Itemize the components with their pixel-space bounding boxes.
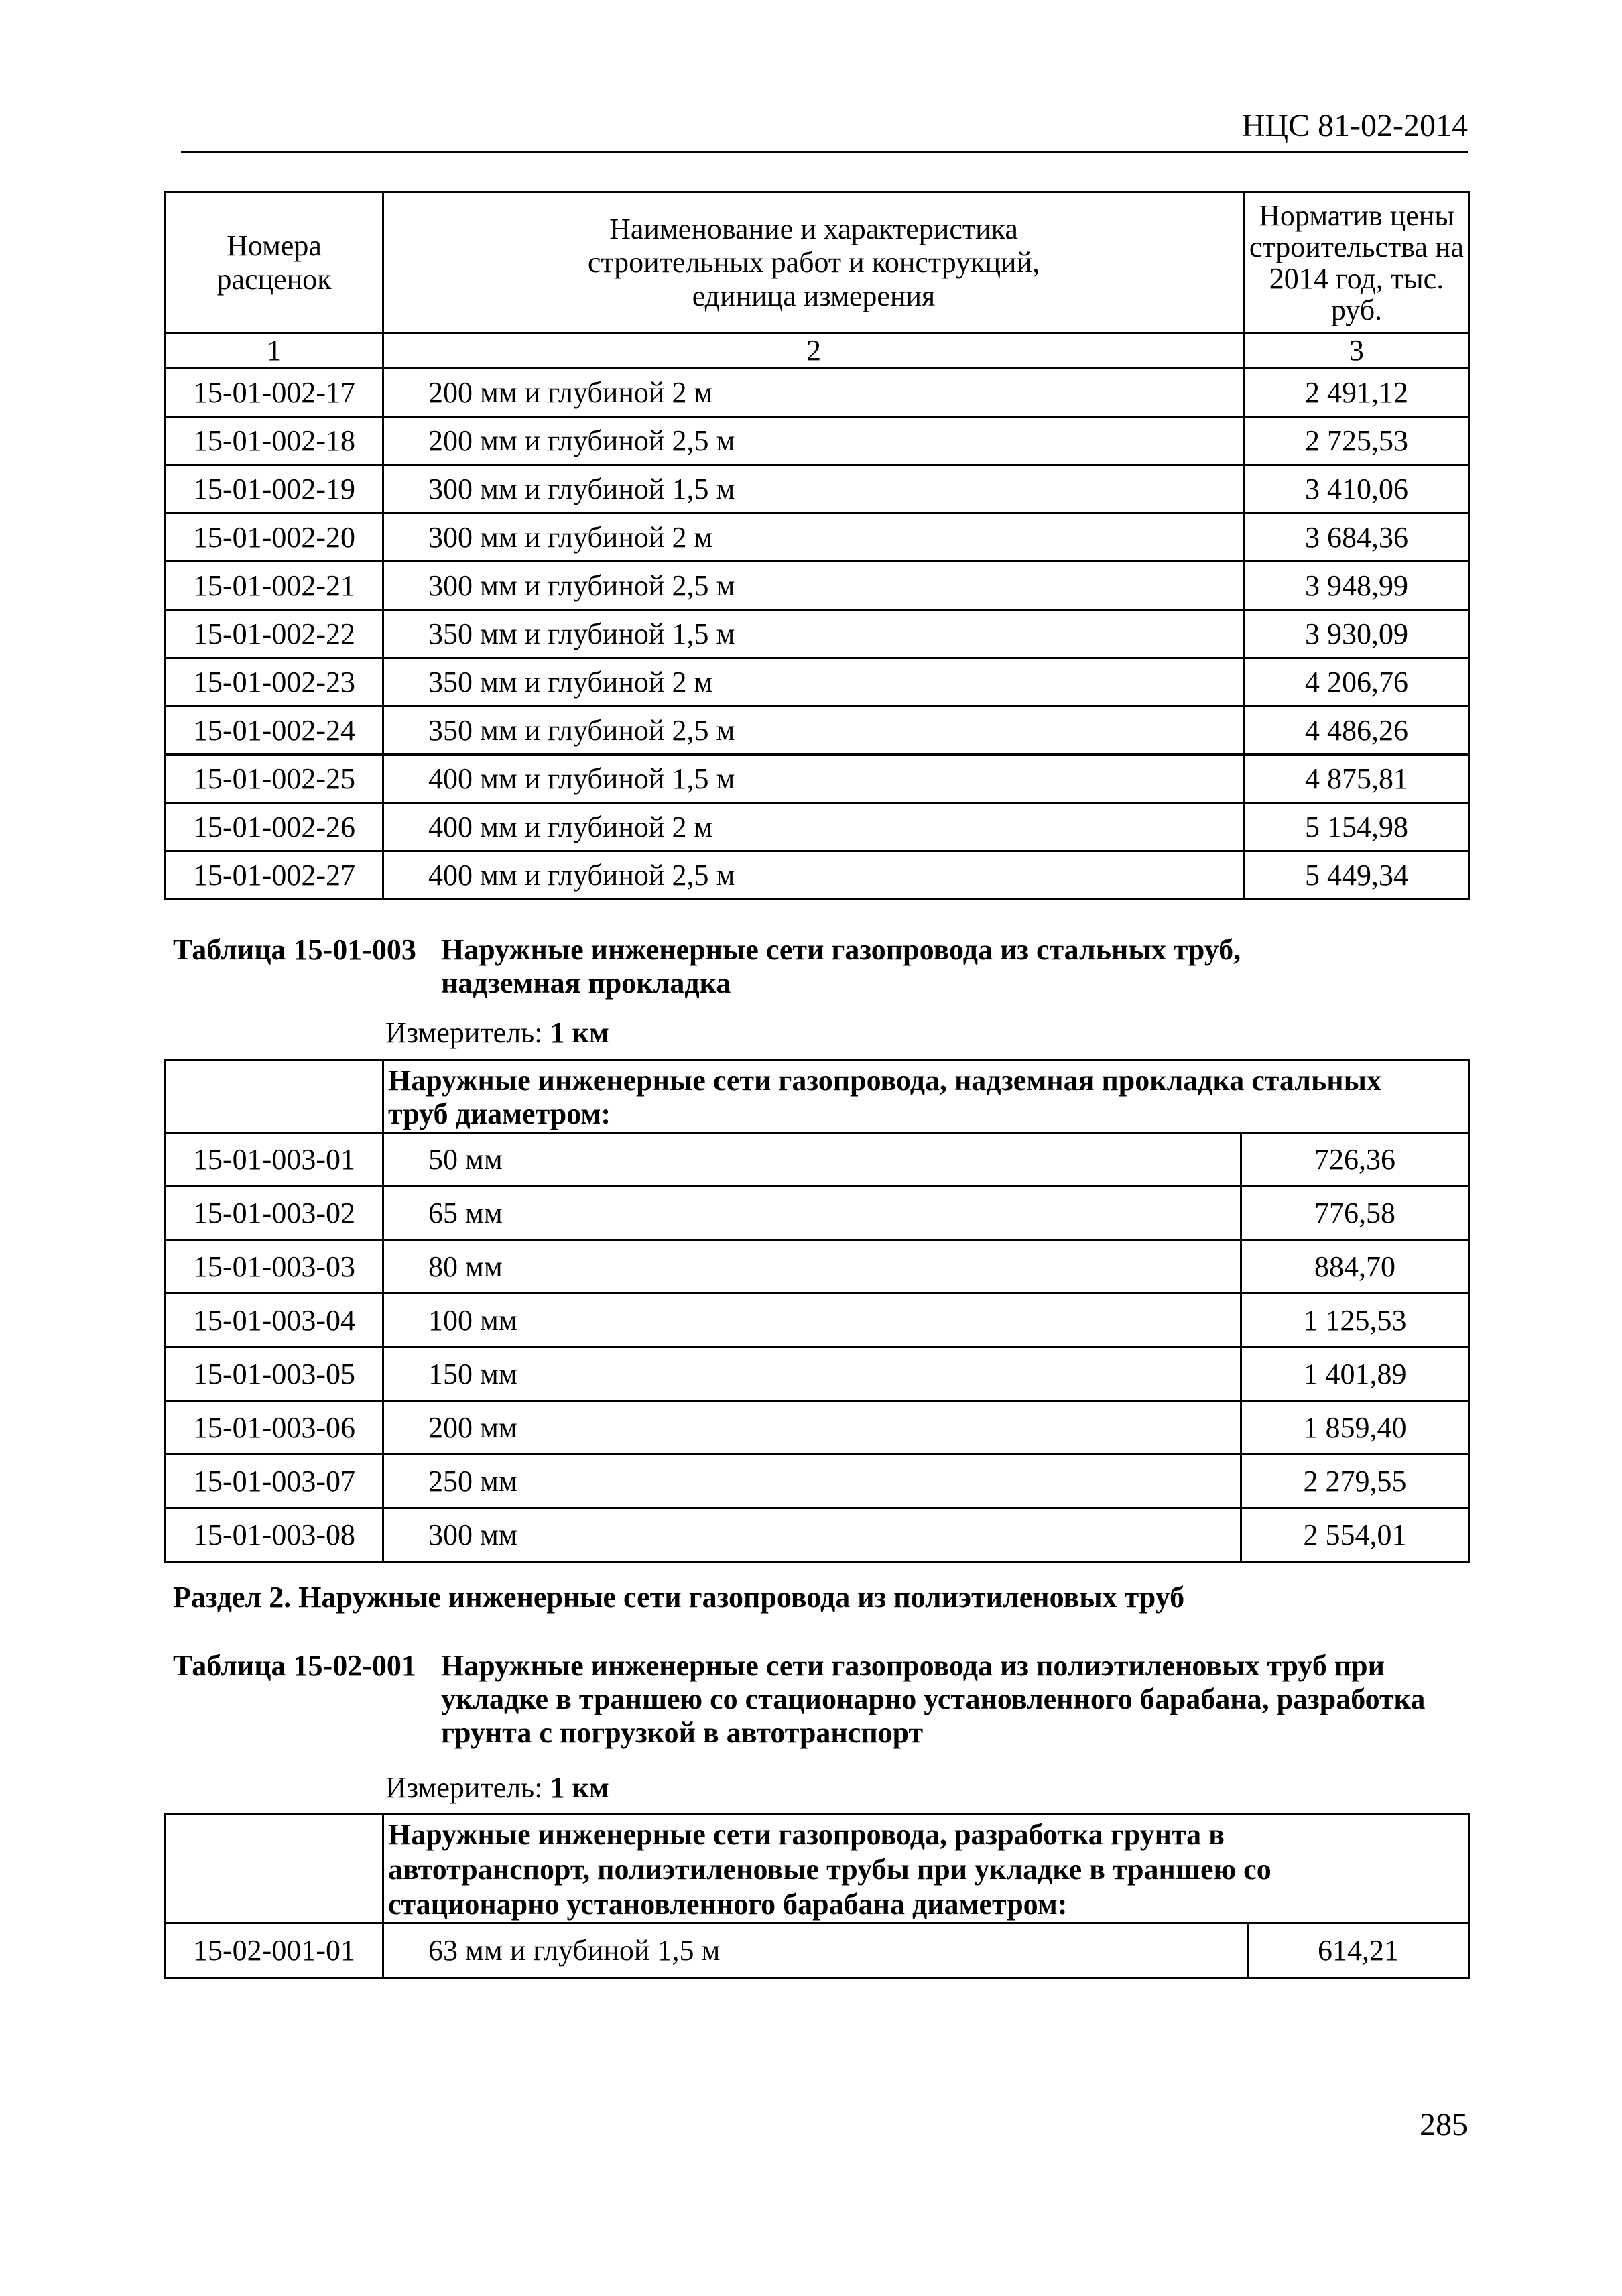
row-name: 50 мм [383,1133,1241,1187]
table-row [166,803,1469,851]
row-value: 5 154,98 [1245,803,1469,851]
row-value: 1 401,89 [1241,1347,1469,1401]
row-value: 2 491,12 [1245,369,1469,417]
unit-label: Измеритель: [385,1771,543,1804]
table-row [166,369,1469,417]
row-code: 15-01-002-20 [166,513,383,562]
row-value: 2 554,01 [1241,1508,1469,1562]
row-name: 80 мм [383,1240,1241,1294]
row-code: 15-01-003-08 [166,1508,383,1562]
table-row [166,562,1469,610]
row-code: 15-01-002-18 [166,417,383,465]
page-number: 285 [1420,2107,1468,2142]
unit-label: Измеритель: [385,1016,543,1049]
row-value: 5 449,34 [1245,851,1469,900]
row-code: 15-01-002-17 [166,369,383,417]
table-row [166,1294,1469,1347]
table-row [166,417,1469,465]
document-code: НЦС 81-02-2014 [1241,108,1468,143]
table-caption-15-02-001 [173,1649,1468,1756]
section-title: Раздел 2. Наружные инженерные сети газопровода из полиэтиленовых труб [173,1581,1185,1614]
table-label: Таблица 15-01-003 [173,933,416,966]
table-row [166,1240,1469,1294]
row-value: 3 410,06 [1245,465,1469,513]
row-name: 350 мм и глубиной 1,5 м [383,610,1245,658]
header-rule [181,151,1468,153]
price-table-15-01-002 [164,191,1470,900]
row-value: 2 725,53 [1245,417,1469,465]
row-name: 400 мм и глубиной 1,5 м [383,755,1245,803]
table-row [166,658,1469,707]
row-name: 100 мм [383,1294,1241,1347]
row-code: 15-01-002-22 [166,610,383,658]
empty-cell [166,1814,383,1923]
row-code: 15-01-003-05 [166,1347,383,1401]
row-code: 15-01-002-25 [166,755,383,803]
col-number: 2 [383,333,1245,369]
price-table-15-01-003 [164,1059,1470,1563]
table-row [166,610,1469,658]
row-value: 3 948,99 [1245,562,1469,610]
row-code: 15-01-003-06 [166,1401,383,1455]
row-value: 884,70 [1241,1240,1469,1294]
table-row [166,465,1469,513]
row-code: 15-01-002-26 [166,803,383,851]
row-value: 4 206,76 [1245,658,1469,707]
row-name: 65 мм [383,1187,1241,1240]
row-name: 400 мм и глубиной 2 м [383,803,1245,851]
row-code: 15-01-002-24 [166,707,383,755]
price-table-15-02-001 [164,1813,1470,1979]
table-title: Наружные инженерные сети газопровода из полиэтиленовых труб при укладке в траншею со стационарно установленного барабана, разработка грунта с погрузкой в автотранспорт [441,1649,1426,1749]
row-name: 300 мм и глубиной 2 м [383,513,1245,562]
table-row [166,1508,1469,1562]
col-number: 3 [1245,333,1469,369]
table-row [166,755,1469,803]
table-row [166,707,1469,755]
col-number: 1 [166,333,383,369]
row-value: 4 875,81 [1245,755,1469,803]
row-name: 350 мм и глубиной 2 м [383,658,1245,707]
row-name: 200 мм и глубиной 2,5 м [383,417,1245,465]
table-row [166,1347,1469,1401]
row-name: 300 мм [383,1508,1241,1562]
row-name: 300 мм и глубиной 1,5 м [383,465,1245,513]
row-code: 15-01-002-19 [166,465,383,513]
row-code: 15-01-003-07 [166,1455,383,1508]
row-value: 1 859,40 [1241,1401,1469,1455]
row-code: 15-01-003-04 [166,1294,383,1347]
row-code: 15-01-002-23 [166,658,383,707]
row-value: 776,58 [1241,1187,1469,1240]
row-name: 63 мм и глубиной 1,5 м [383,1923,1248,1978]
table-caption-15-01-003 [173,933,1468,1007]
unit-line [385,1016,609,1050]
table-title: Наружные инженерные сети газопровода из стальных труб, надземная прокладка [441,933,1241,1000]
row-code: 15-02-001-01 [166,1923,383,1978]
row-code: 15-01-002-21 [166,562,383,610]
header-codes: Номера расценок [166,192,383,333]
table-row [166,1923,1469,1978]
row-name: 150 мм [383,1347,1241,1401]
unit-line [385,1771,609,1805]
row-value: 3 930,09 [1245,610,1469,658]
row-name: 400 мм и глубиной 2,5 м [383,851,1245,900]
row-name: 350 мм и глубиной 2,5 м [383,707,1245,755]
empty-cell [166,1061,383,1133]
header-name: Наименование и характеристика строительных работ и конструкций, единица измерения [383,192,1245,333]
header-price: Норматив цены строительства на 2014 год, тыс. руб. [1245,192,1469,333]
unit-value: 1 км [550,1771,609,1804]
row-value: 726,36 [1241,1133,1469,1187]
group-header: Наружные инженерные сети газопровода, разработка грунта в автотранспорт, полиэтиленовые трубы при укладке в траншею со стационарно установленного барабана диаметром: [383,1814,1469,1923]
table-row [166,1401,1469,1455]
row-value: 1 125,53 [1241,1294,1469,1347]
table-row [166,1133,1469,1187]
row-name: 300 мм и глубиной 2,5 м [383,562,1245,610]
group-header: Наружные инженерные сети газопровода, надземная прокладка стальных труб диаметром: [383,1061,1469,1133]
row-value: 2 279,55 [1241,1455,1469,1508]
row-code: 15-01-003-01 [166,1133,383,1187]
table-label: Таблица 15-02-001 [173,1649,416,1682]
row-name: 200 мм и глубиной 2 м [383,369,1245,417]
table-row [166,1187,1469,1240]
table-row [166,513,1469,562]
row-code: 15-01-003-03 [166,1240,383,1294]
unit-value: 1 км [550,1016,609,1049]
row-name: 200 мм [383,1401,1241,1455]
row-name: 250 мм [383,1455,1241,1508]
table-row [166,851,1469,900]
row-code: 15-01-003-02 [166,1187,383,1240]
table-row [166,1455,1469,1508]
row-code: 15-01-002-27 [166,851,383,900]
row-value: 614,21 [1248,1923,1469,1978]
row-value: 3 684,36 [1245,513,1469,562]
row-value: 4 486,26 [1245,707,1469,755]
